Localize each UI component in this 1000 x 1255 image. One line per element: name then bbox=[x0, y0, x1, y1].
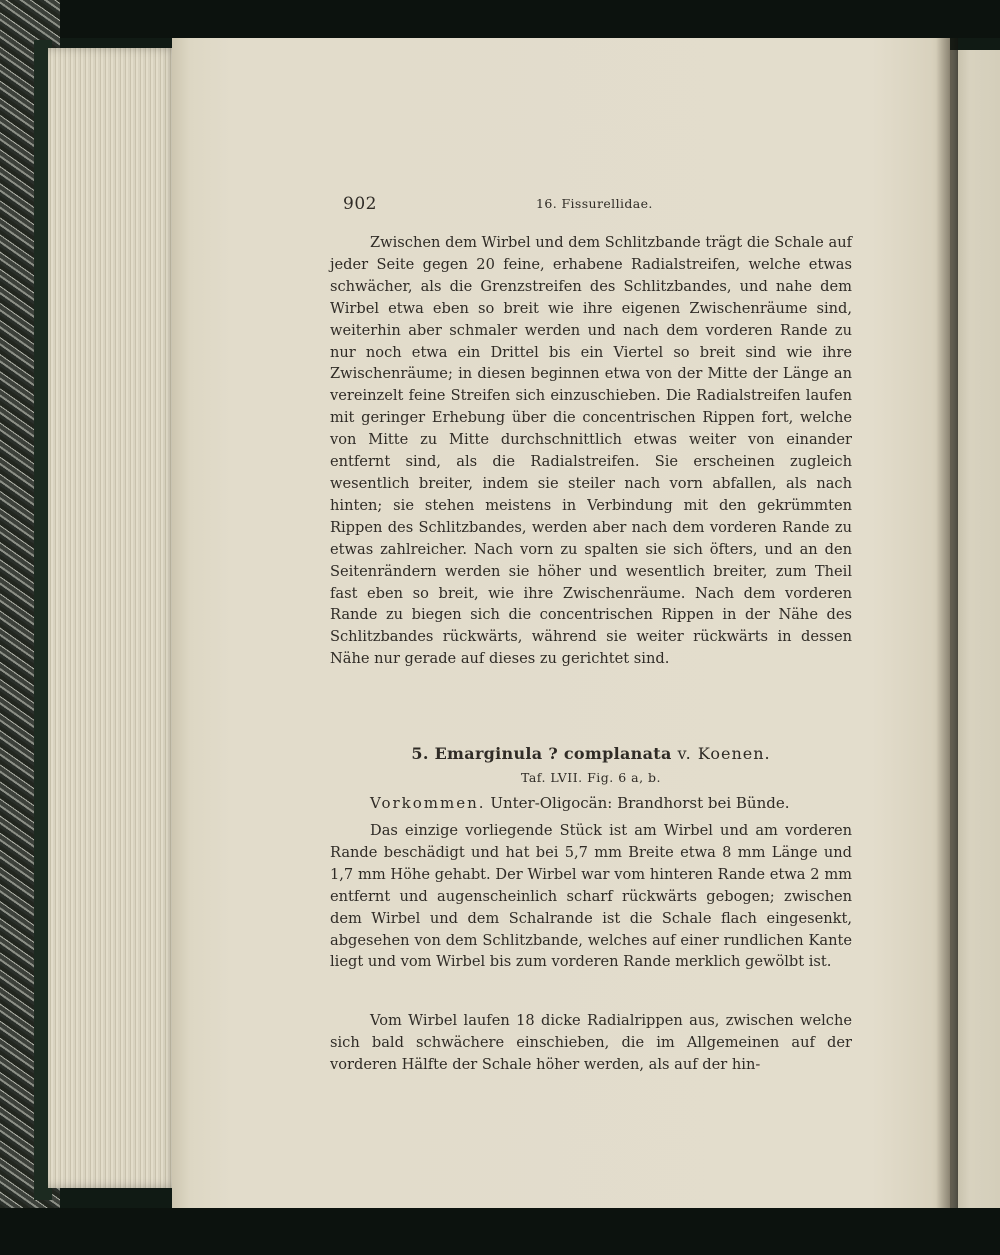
species-author: v. Koenen. bbox=[677, 744, 771, 763]
page-header bbox=[343, 194, 863, 216]
page-number: 902 bbox=[343, 194, 377, 214]
background-bottom bbox=[0, 1208, 1000, 1255]
running-head: 16. Fissurellidae. bbox=[536, 196, 653, 211]
species-name: 5. Emarginula ? complanata bbox=[411, 744, 672, 763]
occurrence-label: Vorkommen. bbox=[370, 794, 486, 812]
paragraph-description: Zwischen dem Wirbel und dem Schlitzbande trägt die Schale auf jeder Seite gegen 20 feine, erhabene Radialstreifen, welche etwas schwächer, als die Grenzstreifen des Schlitzbandes, und nahe dem Wirbel etwa eben so breit wie ihre eigenen Zwischenräume sind, weiterhin aber schmaler werden und nach dem vorderen Rande zu nur noch etwa ein Drittel bis ein Viertel so breit sind wie ihre Zwischenräume; in diesen beginnen etwa von der Mitte der Länge an vereinzelt feine Streifen sich einzuschieben. Die Radialstreifen laufen mit geringer Erhebung über die concentrischen Rippen fort, welche von Mitte zu Mitte durchschnittlich etwas weiter von einander entfernt sind, als die Radialstreifen. Sie erscheinen zugleich wesentlich breiter, indem sie steiler nach vorn abfallen, als nach hinten; sie stehen meistens in Verbindung mit den gekrümmten Rippen des Schlitzbandes, werden aber nach dem vorderen Rande zu etwas zahlreicher. Nach vorn zu spalten sie sich öfters, und an den Seitenrändern werden sie höher und wesentlich breiter, zum Theil fast eben so breit, wie ihre Zwischenräume. Nach dem vorderen Rande zu biegen sich die concentrischen Rippen in der Nähe des Schlitzbandes rückwärts, während sie weiter rückwärts in dessen Nähe nur gerade auf dieses zu gerichtet sind. bbox=[330, 234, 852, 668]
paragraph-specimen: Das einzige vorliegende Stück ist am Wirbel und am vorderen Rande beschädigt und hat bei 5,7 mm Breite etwa 8 mm Länge und 1,7 mm Höhe gehabt. Der Wirbel war vom hinteren Rande etwa 2 mm entfernt und augenscheinlich scharf rückwärts gebogen; zwischen dem Wirbel und dem Schalrande ist die Schale flach eingesenkt, abgesehen von dem Schlitzbande, welches auf einer rundlichen Kante liegt und vom Wirbel bis zum vorderen Rande merklich gewölbt ist. bbox=[330, 822, 852, 971]
paragraph-radial-ribs: Vom Wirbel laufen 18 dicke Radialrippen aus, zwischen welche sich bald schwächere einschieben, die im Allgemeinen auf der vorderen Hälfte der Schale höher werden, als auf der hin- bbox=[330, 1012, 852, 1073]
background-top bbox=[0, 0, 1000, 38]
species-heading bbox=[330, 744, 852, 763]
plate-reference: Taf. LVII. Fig. 6 a, b. bbox=[520, 770, 662, 785]
occurrence-line bbox=[370, 792, 852, 814]
gutter-shadow bbox=[936, 38, 958, 1218]
page-stack-edges bbox=[48, 48, 178, 1188]
occurrence-text: Unter-Oligocän: Brandhorst bei Bünde. bbox=[490, 794, 790, 812]
